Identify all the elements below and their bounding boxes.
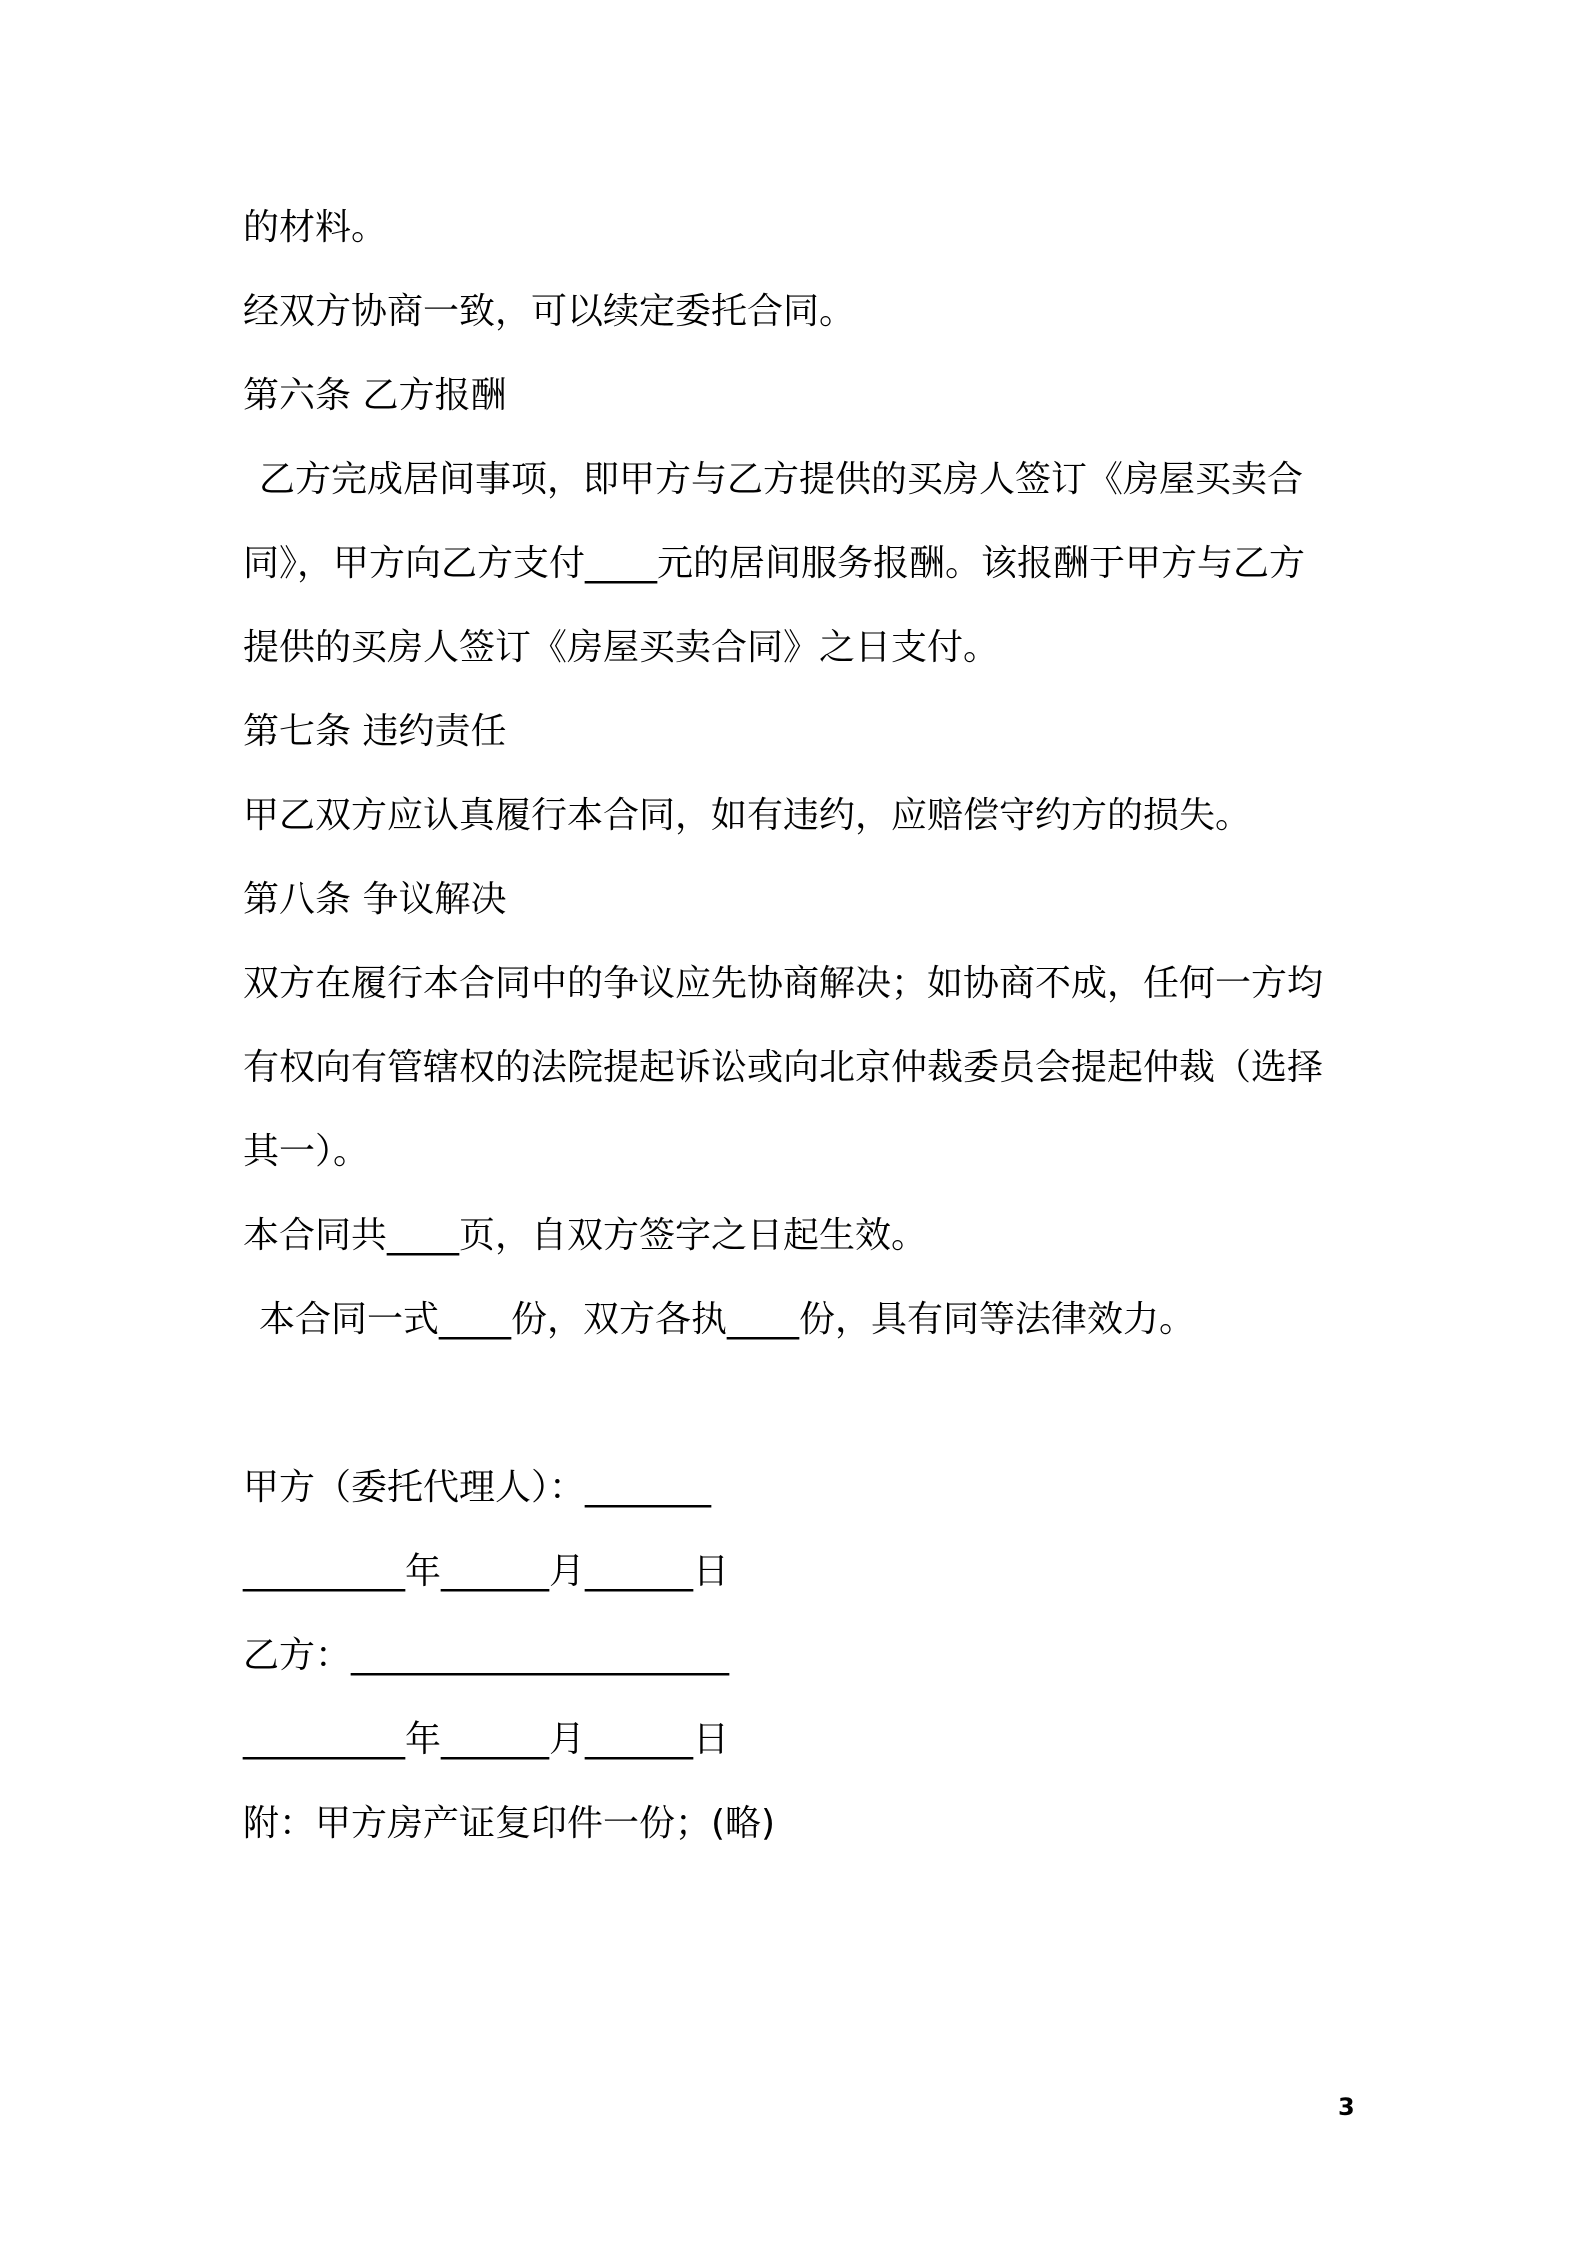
section-heading-article-6: 第六条 乙方报酬 <box>243 375 507 416</box>
text-line: 本合同共____页，自双方签字之日起生效。 <box>243 1215 928 1256</box>
section-heading-article-8: 第八条 争议解决 <box>243 879 507 920</box>
page-number: 3 <box>1338 2093 1355 2121</box>
text-line: 提供的买房人签订《房屋买卖合同》之日支付。 <box>243 627 1000 668</box>
text-line: 的材料。 <box>243 207 388 248</box>
text-line: 有权向有管辖权的法院提起诉讼或向北京仲裁委员会提起仲裁（选择 <box>243 1047 1324 1088</box>
text-line: 其一）。 <box>243 1131 370 1172</box>
party-a-signature: 甲方（委托代理人）：_______ <box>243 1467 712 1508</box>
section-heading-article-7: 第七条 违约责任 <box>243 711 507 752</box>
text-line: 同》，甲方向乙方支付____元的居间服务报酬。该报酬于甲方与乙方 <box>243 543 1306 584</box>
party-b-signature: 乙方：_____________________ <box>243 1635 730 1676</box>
party-b-date: _________年______月______日 <box>243 1719 729 1760</box>
text-line: 双方在履行本合同中的争议应先协商解决；如协商不成，任何一方均 <box>243 963 1324 1004</box>
text-line: 乙方完成居间事项，即甲方与乙方提供的买房人签订《房屋买卖合 <box>259 459 1304 500</box>
text-line: 甲乙双方应认真履行本合同，如有违约，应赔偿守约方的损失。 <box>243 795 1252 836</box>
text-line: 经双方协商一致，可以续定委托合同。 <box>243 291 856 332</box>
party-a-date: _________年______月______日 <box>243 1551 729 1592</box>
text-line: 本合同一式____份，双方各执____份，具有同等法律效力。 <box>259 1299 1196 1340</box>
attachment-note: 附：甲方房产证复印件一份；(略) <box>243 1803 776 1844</box>
